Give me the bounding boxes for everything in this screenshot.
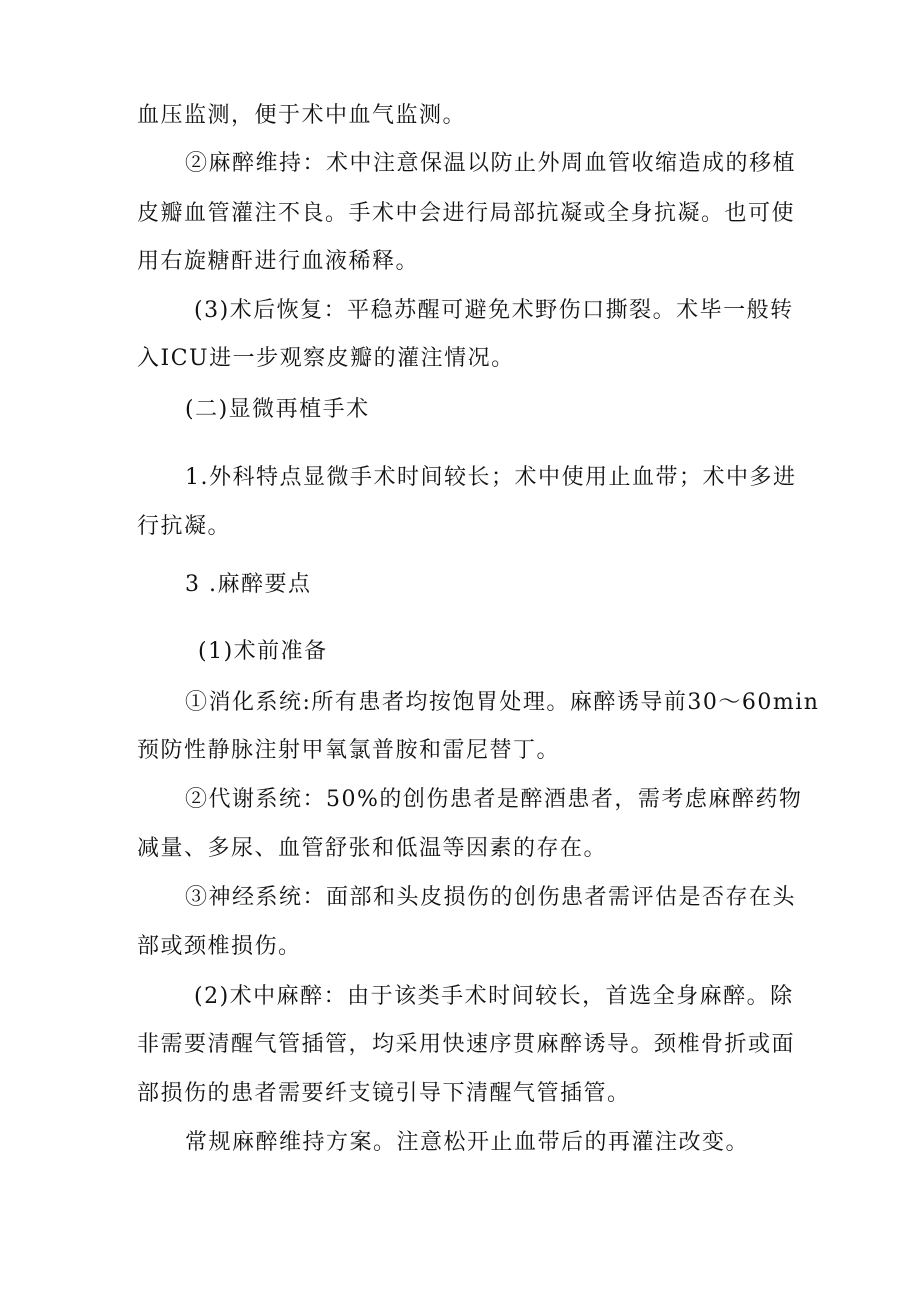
text-line: 血压监测，便于术中血气监测。 (137, 103, 467, 128)
text-line: 预防性静脉注射甲氧氯普胺和雷尼替丁。 (137, 738, 561, 763)
section-heading: 3 .麻醉要点 (185, 572, 312, 597)
text-line: ②代谢系统：50%的创伤患者是醉酒患者，需考虑麻醉药物 (185, 787, 803, 812)
text-line: 减量、多尿、血管舒张和低温等因素的存在。 (137, 836, 608, 861)
subsection-heading: (1)术前准备 (198, 639, 328, 664)
text-line: 1.外科特点显微手术时间较长；术中使用止血带；术中多进 (185, 465, 797, 490)
text-line: 部损伤的患者需要纤支镜引导下清醒气管插管。 (137, 1081, 631, 1106)
text-line: 非需要清醒气管插管，均采用快速序贯麻醉诱导。颈椎骨折或面 (137, 1032, 796, 1057)
text-line: 入ICU进一步观察皮瓣的灌注情况。 (137, 346, 515, 371)
text-line: (3)术后恢复：平稳苏醒可避免术野伤口撕裂。术毕一般转 (194, 298, 794, 323)
section-heading: (二)显微再植手术 (185, 397, 370, 422)
text-line: 用右旋糖酐进行血液稀释。 (137, 249, 420, 274)
text-line: ②麻醉维持：术中注意保温以防止外周血管收缩造成的移植 (185, 151, 797, 176)
text-line: 行抗凝。 (137, 514, 232, 539)
text-line: 皮瓣血管灌注不良。手术中会进行局部抗凝或全身抗凝。也可使 (137, 201, 796, 226)
text-line: 常规麻醉维持方案。注意松开止血带后的再灌注改变。 (185, 1130, 750, 1155)
text-line: ①消化系统:所有患者均按饱胃处理。麻醉诱导前30～60min (185, 690, 820, 715)
text-line: 部或颈椎损伤。 (137, 934, 302, 959)
text-line: (2)术中麻醉：由于该类手术时间较长，首选全身麻醉。除 (194, 984, 794, 1009)
text-line: ③神经系统：面部和头皮损伤的创伤患者需评估是否存在头 (185, 885, 797, 910)
